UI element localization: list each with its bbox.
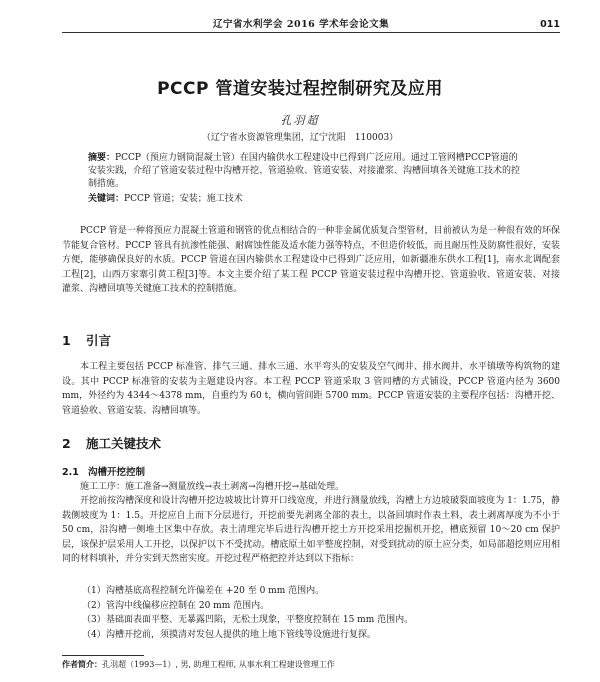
intro-paragraph: PCCP 管是一种将预应力混凝土管道和钢管的优点相结合的一种非金属优质复合型管材，目前被认为是一种很有效的环保节能复合管材。PCCP 管具有抗渗性能强、耐腐蚀性能及适水能力强等特点，不但造价较低，而且耐压性及防腐性很好，安装方便，能够确保良好的水质。PCCP 管道在国内输供水工程建设中已得到广泛应用，如新疆准东供水工程[1]，南水北调配套工程[2]，山西万家寨引黄工程[3]等。本文主要介绍了某工程 PCCP 管道安装过程中沟槽开挖、管道验收、管道安装、对接灌浆、沟槽回填等关键施工技术的控制措施。: [62, 226, 560, 294]
section-heading-1: [62, 331, 111, 349]
section-number: 1: [62, 333, 71, 348]
section-title: 引言: [86, 333, 112, 348]
list-item-text: 基础面表面平整、无暴露凹陷，无松土现象，平整度控制在 15 mm 范围内。: [106, 615, 414, 625]
section-title: 施工关键技术: [86, 436, 162, 451]
construction-flow: 施工工序：施工准备→测量放线→表土剥离→沟槽开挖→基础处理。: [80, 482, 345, 492]
list-item: [62, 628, 560, 643]
author-affiliation: （辽宁省水资源管理集团，辽宁沈阳 110003）: [201, 133, 399, 143]
list-marker: （1）: [82, 586, 106, 596]
list-marker: （3）: [82, 615, 106, 625]
journal-name: 辽宁省水利学会 2016 学术年会论文集: [213, 19, 390, 30]
subsection-heading-2-1: [62, 464, 145, 478]
subsection-number: 2.1: [62, 467, 79, 478]
section-2-1-paragraph: 开挖前按沟槽深度和设计沟槽开挖边坡坡比计算开口线宽度，并进行测量放线，沟槽上方边坡破裂面坡度为 1：1.75，静载侧坡度为 1：1.5。开挖应自上而下分层进行，开挖前要先剥离全部的表土，以备回填时作表土料，表土剥离厚度为不小于 50 cm，沿沟槽一侧堆土区集中存放。表土清理完毕后进行沟槽开挖土方开挖采用挖掘机开挖，槽底预留 10～20 cm 保护层，该保护层采用人工开挖，以保护以下不受扰动。槽底原土如平整度控制，对受到扰动的原土应分类，如局部超挖则应用相同的材料填补，并分实到天然密实度。开挖过程严格把控并达到以下指标：: [62, 496, 560, 564]
abstract: [88, 152, 522, 191]
footnote-text: 孔羽超（1993—1）, 男, 助理工程师, 从事水利工程建设管理工作: [102, 660, 335, 669]
abstract-label: 摘要：: [88, 153, 116, 163]
list-marker: （2）: [82, 600, 106, 611]
running-header: [62, 14, 560, 33]
section-number: 2: [62, 436, 71, 451]
list-item-text: 管沟中线偏移应控制在 20 mm 范围内。: [106, 600, 270, 611]
list-item-text: 沟槽基底高程控制允许偏差在 +20 至 0 mm 范围内。: [106, 586, 325, 596]
paper-title: PCCP 管道安装过程控制研究及应用: [157, 79, 443, 99]
abstract-text: PCCP（预应力钢筒混凝土管）在国内输供水工程建设中已得到广泛应用。通过工管网槽PCCP管道的安装实践，介绍了管道安装过程中沟槽开挖、管道验收、管道安装、对接灌浆、沟槽回填各关键施工技术的控制措施。: [88, 153, 521, 189]
list-item: [62, 584, 560, 599]
keywords-label: 关键词：: [88, 194, 125, 204]
footnote-label: 作者简介：: [62, 659, 102, 669]
list-marker: （4）: [82, 629, 106, 640]
list-item: [62, 613, 560, 628]
list-item: [62, 599, 560, 614]
section-1-paragraph: 本工程主要包括 PCCP 标准管、排气三通、排水三通、水平弯头的安装及空气阀井、排水阀井、水平镇墩等构筑物的建设。其中 PCCP 标准管的安装为主题建设内容。本工程 PCCP 管道采取 3 管同槽的方式铺设，PCCP 管道内径为 3600 mm，外径约为 4344～4378 mm，自重约为 60 t，横向管间距 5700 mm。PCCP 管道安装的主要程序包括：沟槽开挖、管道验收、管道安装、沟槽回填等。: [62, 362, 560, 416]
subsection-title: 沟槽开挖控制: [88, 467, 146, 478]
author-name: 孔羽超: [280, 114, 320, 127]
page-number: 011: [540, 19, 560, 30]
list-item-text: 沟槽开挖前，须摸清对发包人提供的地上地下管线等设施进行复探。: [106, 629, 377, 640]
section-heading-2: [62, 434, 161, 452]
keywords-text: PCCP 管道；安装；施工技术: [124, 194, 243, 204]
requirement-list: [62, 584, 560, 642]
footnote-divider: [62, 655, 144, 656]
author-footnote: [62, 659, 335, 670]
keywords: [88, 193, 522, 206]
